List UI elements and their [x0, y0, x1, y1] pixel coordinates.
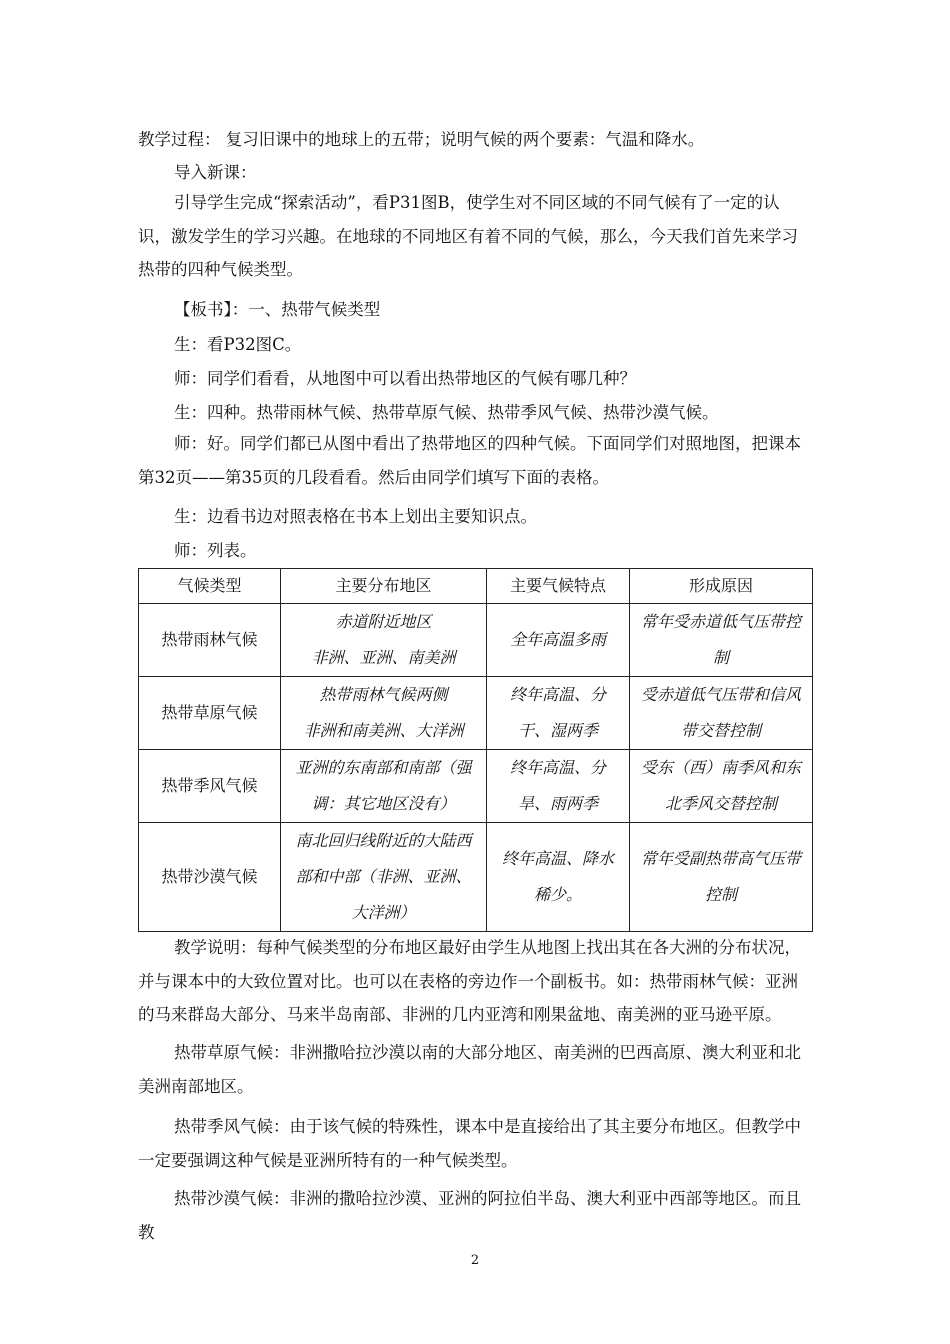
desert-note: 热带沙漠气候：非洲的撒哈拉沙漠、亚洲的阿拉伯半岛、澳大利亚中西部等地区。而且教 [138, 1189, 801, 1242]
cell-region: 亚洲的东南部和南部（强调：其它地区没有） [281, 750, 487, 823]
cell-cause: 受东（西）南季风和东北季风交替控制 [630, 750, 813, 823]
cell-region: 热带雨林气候两侧 非洲和南美洲、大洋洲 [281, 677, 487, 750]
savanna-note: 热带草原气候：非洲撒哈拉沙漠以南的大部分地区、南美洲的巴西高原、澳大利亚和北美洲南部地区。 [138, 1043, 801, 1096]
table-row [139, 677, 813, 750]
student-line-1: 生：看P32图C。 [174, 335, 302, 354]
board-heading: 【板书】：一、热带气候类型 [174, 300, 381, 319]
cell-feature: 终年高温、分干、湿两季 [487, 677, 630, 750]
student-line-2: 生：四种。热带雨林气候、热带草原气候、热带季风气候、热带沙漠气候。 [174, 403, 719, 422]
teacher-line-1: 师：同学们看看，从地图中可以看出热带地区的气候有哪几种？ [174, 369, 636, 388]
cell-region: 赤道附近地区 非洲、亚洲、南美洲 [281, 604, 487, 677]
header-climate-type: 气候类型 [139, 569, 281, 604]
header-cause: 形成原因 [630, 569, 813, 604]
table-row [139, 823, 813, 932]
table-row [139, 604, 813, 677]
teacher-line-3: 师：列表。 [174, 541, 257, 560]
cell-feature: 终年高温、降水稀少。 [487, 823, 630, 932]
teaching-explanation: 教学说明：每种气候类型的分布地区最好由学生从地图上找出其在各大洲的分布状况，并与课本中的大致位置对比。也可以在表格的旁边作一个副板书。如：热带雨林气候：亚洲的马来群岛大部分、马来半岛南部、非洲的几内亚湾和刚果盆地、南美洲的亚马逊平原。 [138, 938, 801, 1024]
cell-cause: 常年受副热带高气压带控制 [630, 823, 813, 932]
header-distribution: 主要分布地区 [281, 569, 487, 604]
teacher-paragraph-2: 师：好。同学们都已从图中看出了热带地区的四种气候。下面同学们对照地图，把课本第32页——第35页的几段看看。然后由同学们填写下面的表格。 [138, 434, 801, 487]
cell-feature: 全年高温多雨 [487, 604, 630, 677]
monsoon-note: 热带季风气候：由于该气候的特殊性，课本中是直接给出了其主要分布地区。但教学中一定要强调这种气候是亚洲所特有的一种气候类型。 [138, 1117, 801, 1170]
guide-paragraph: 引导学生完成“探索活动”，看P31图B，使学生对不同区域的不同气候有了一定的认识，激发学生的学习兴趣。在地球的不同地区有着不同的气候，那么，今天我们首先来学习热带的四种气候类型。 [138, 193, 798, 279]
cell-cause: 受赤道低气压带和信风带交替控制 [630, 677, 813, 750]
climate-table [138, 568, 813, 932]
header-features: 主要气候特点 [487, 569, 630, 604]
cell-type: 热带沙漠气候 [139, 823, 281, 932]
cell-feature: 终年高温、分旱、雨两季 [487, 750, 630, 823]
student-line-3: 生：边看书边对照表格在书本上划出主要知识点。 [174, 507, 537, 526]
cell-cause: 常年受赤道低气压带控制 [630, 604, 813, 677]
table-header-row [139, 569, 813, 604]
cell-region: 南北回归线附近的大陆西部和中部（非洲、亚洲、大洋洲） [281, 823, 487, 932]
teaching-process: 教学过程： 复习旧课中的地球上的五带；说明气候的两个要素：气温和降水。 [138, 130, 705, 149]
intro-heading: 导入新课： [174, 163, 257, 182]
cell-type: 热带雨林气候 [139, 604, 281, 677]
page-number: 2 [470, 1253, 480, 1268]
table-row [139, 750, 813, 823]
cell-type: 热带季风气候 [139, 750, 281, 823]
cell-type: 热带草原气候 [139, 677, 281, 750]
